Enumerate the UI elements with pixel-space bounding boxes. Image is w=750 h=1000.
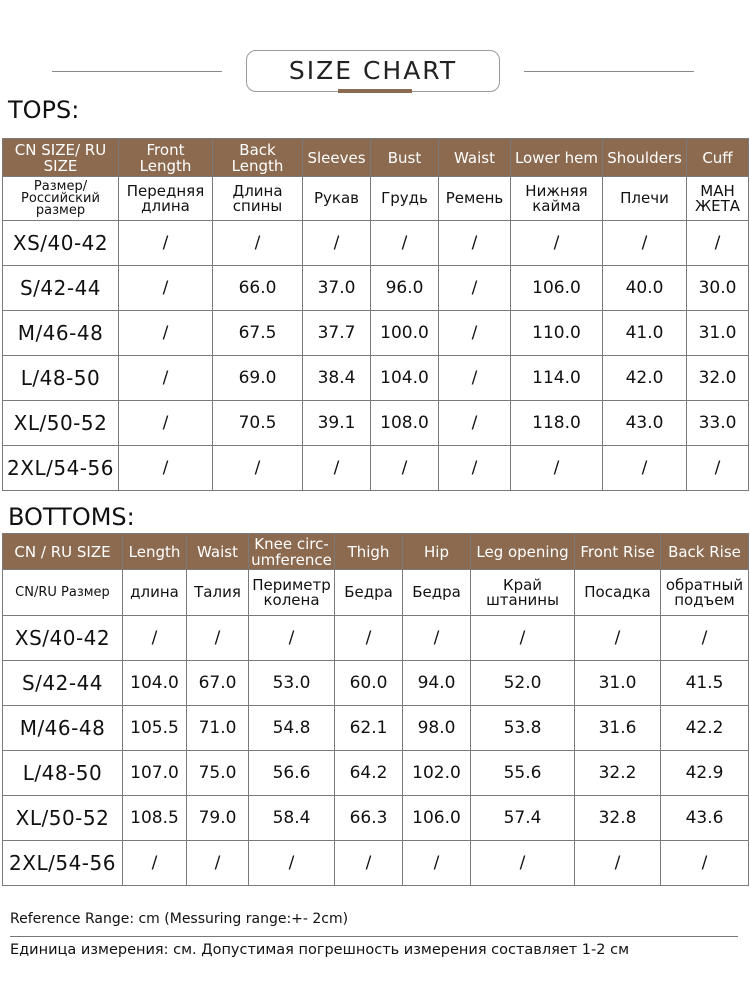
measurement-cell: 32.2	[575, 751, 661, 796]
bottoms-header-row	[3, 534, 749, 570]
table-row	[3, 311, 749, 356]
measurement-cell: 53.8	[471, 706, 575, 751]
measurement-cell: /	[119, 311, 213, 356]
measurement-cell: 102.0	[403, 751, 471, 796]
measurement-cell: /	[123, 841, 187, 886]
table-row	[3, 446, 749, 491]
bottoms-russian-label: Бедра	[403, 570, 471, 616]
bottoms-column-header: Leg opening	[471, 534, 575, 570]
tops-column-header: Lower hem	[511, 139, 603, 177]
measurement-cell: 105.5	[123, 706, 187, 751]
measurement-cell: /	[575, 616, 661, 661]
tops-column-header: Back Length	[213, 139, 303, 177]
measurement-cell: /	[603, 221, 687, 266]
measurement-cell: /	[335, 616, 403, 661]
measurement-cell: /	[119, 356, 213, 401]
tops-column-header: CN SIZE/ RU SIZE	[3, 139, 119, 177]
measurement-cell: /	[119, 401, 213, 446]
measurement-cell: /	[187, 616, 249, 661]
measurement-cell: 71.0	[187, 706, 249, 751]
tops-column-header: Waist	[439, 139, 511, 177]
tops-section-label: TOPS:	[8, 96, 80, 124]
tops-russian-label: Грудь	[371, 177, 439, 221]
measurement-cell: 39.1	[303, 401, 371, 446]
size-label-cell: M/46-48	[3, 706, 123, 751]
measurement-cell: /	[661, 616, 749, 661]
measurement-cell: 43.6	[661, 796, 749, 841]
tops-column-header: Front Length	[119, 139, 213, 177]
table-row	[3, 616, 749, 661]
measurement-cell: /	[439, 401, 511, 446]
measurement-cell: 64.2	[335, 751, 403, 796]
tops-size-table	[2, 138, 749, 491]
tops-russian-label: Плечи	[603, 177, 687, 221]
measurement-cell: 96.0	[371, 266, 439, 311]
size-label-cell: M/46-48	[3, 311, 119, 356]
measurement-cell: /	[119, 266, 213, 311]
tops-russian-label: Ремень	[439, 177, 511, 221]
table-row	[3, 266, 749, 311]
measurement-cell: /	[439, 446, 511, 491]
measurement-cell: /	[687, 221, 749, 266]
tops-column-header: Cuff	[687, 139, 749, 177]
bottoms-russian-label: Талия	[187, 570, 249, 616]
measurement-cell: /	[213, 446, 303, 491]
measurement-cell: 79.0	[187, 796, 249, 841]
measurement-cell: /	[575, 841, 661, 886]
measurement-cell: /	[687, 446, 749, 491]
tops-column-header: Sleeves	[303, 139, 371, 177]
measurement-cell: 56.6	[249, 751, 335, 796]
measurement-cell: 104.0	[123, 661, 187, 706]
measurement-cell: /	[403, 616, 471, 661]
measurement-cell: /	[213, 221, 303, 266]
measurement-cell: 40.0	[603, 266, 687, 311]
reference-range-note: Reference Range: cm (Messuring range:+- 2cm)	[10, 911, 349, 927]
measurement-cell: /	[187, 841, 249, 886]
tops-russian-label: МАН ЖЕТА	[687, 177, 749, 221]
title-accent-bar	[338, 89, 412, 93]
size-label-cell: XL/50-52	[3, 401, 119, 446]
measurement-cell: 31.0	[575, 661, 661, 706]
measurement-cell: /	[439, 266, 511, 311]
bottoms-russian-label: Периметр колена	[249, 570, 335, 616]
table-row	[3, 221, 749, 266]
measurement-cell: /	[303, 221, 371, 266]
measurement-cell: 118.0	[511, 401, 603, 446]
measurement-cell: 60.0	[335, 661, 403, 706]
size-label-cell: S/42-44	[3, 661, 123, 706]
measurement-cell: 106.0	[511, 266, 603, 311]
measurement-cell: 107.0	[123, 751, 187, 796]
tops-russian-label: Длина спины	[213, 177, 303, 221]
footer-divider	[10, 936, 738, 937]
tops-russian-label: Рукав	[303, 177, 371, 221]
size-label-cell: L/48-50	[3, 751, 123, 796]
measurement-cell: 100.0	[371, 311, 439, 356]
measurement-cell: 37.0	[303, 266, 371, 311]
bottoms-russian-label: CN/RU Размер	[3, 570, 123, 616]
measurement-cell: 53.0	[249, 661, 335, 706]
measurement-cell: 66.3	[335, 796, 403, 841]
measurement-cell: 42.2	[661, 706, 749, 751]
bottoms-column-header: Knee circ- umference	[249, 534, 335, 570]
measurement-cell: /	[403, 841, 471, 886]
table-row	[3, 706, 749, 751]
measurement-cell: 43.0	[603, 401, 687, 446]
measurement-cell: 67.5	[213, 311, 303, 356]
measurement-cell: /	[439, 356, 511, 401]
bottoms-russian-label: Край штанины	[471, 570, 575, 616]
size-label-cell: XL/50-52	[3, 796, 123, 841]
bottoms-column-header: Back Rise	[661, 534, 749, 570]
table-row	[3, 661, 749, 706]
bottoms-column-header: Length	[123, 534, 187, 570]
measurement-cell: 67.0	[187, 661, 249, 706]
measurement-cell: 42.9	[661, 751, 749, 796]
size-label-cell: L/48-50	[3, 356, 119, 401]
size-label-cell: 2XL/54-56	[3, 446, 119, 491]
table-row	[3, 841, 749, 886]
bottoms-russian-label: длина	[123, 570, 187, 616]
bottoms-column-header: CN / RU SIZE	[3, 534, 123, 570]
tops-russian-label: Размер/ Российский размер	[3, 177, 119, 221]
measurement-cell: 38.4	[303, 356, 371, 401]
measurement-cell: 52.0	[471, 661, 575, 706]
table-row	[3, 356, 749, 401]
measurement-cell: 55.6	[471, 751, 575, 796]
measurement-cell: 30.0	[687, 266, 749, 311]
measurement-cell: /	[471, 841, 575, 886]
measurement-cell: /	[303, 446, 371, 491]
measurement-cell: 69.0	[213, 356, 303, 401]
measurement-cell: /	[335, 841, 403, 886]
size-label-cell: 2XL/54-56	[3, 841, 123, 886]
bottoms-column-header: Front Rise	[575, 534, 661, 570]
measurement-cell: 108.5	[123, 796, 187, 841]
measurement-cell: 32.8	[575, 796, 661, 841]
measurement-cell: 94.0	[403, 661, 471, 706]
measurement-cell: 114.0	[511, 356, 603, 401]
measurement-cell: 66.0	[213, 266, 303, 311]
measurement-cell: 104.0	[371, 356, 439, 401]
page-title: SIZE CHART	[246, 50, 500, 92]
bottoms-russian-label-row	[3, 570, 749, 616]
bottoms-russian-label: Бедра	[335, 570, 403, 616]
measurement-cell: 37.7	[303, 311, 371, 356]
measurement-cell: 106.0	[403, 796, 471, 841]
size-label-cell: S/42-44	[3, 266, 119, 311]
table-row	[3, 401, 749, 446]
measurement-cell: /	[511, 221, 603, 266]
measurement-cell: /	[661, 841, 749, 886]
measurement-cell: /	[471, 616, 575, 661]
table-row	[3, 751, 749, 796]
measurement-cell: 58.4	[249, 796, 335, 841]
measurement-cell: 75.0	[187, 751, 249, 796]
tops-header-row	[3, 139, 749, 177]
title-rule-right	[524, 71, 694, 72]
tops-column-header: Shoulders	[603, 139, 687, 177]
measurement-cell: /	[249, 616, 335, 661]
title-rule-left	[52, 71, 222, 72]
bottoms-column-header: Hip	[403, 534, 471, 570]
measurement-cell: /	[603, 446, 687, 491]
size-label-cell: XS/40-42	[3, 221, 119, 266]
measurement-cell: 62.1	[335, 706, 403, 751]
bottoms-column-header: Waist	[187, 534, 249, 570]
measurement-cell: /	[371, 221, 439, 266]
bottoms-russian-label: Посадка	[575, 570, 661, 616]
measurement-cell: 108.0	[371, 401, 439, 446]
measurement-cell: /	[249, 841, 335, 886]
measurement-cell: /	[371, 446, 439, 491]
tops-russian-label: Передняя длина	[119, 177, 213, 221]
size-label-cell: XS/40-42	[3, 616, 123, 661]
bottoms-size-table	[2, 533, 749, 886]
measurement-cell: /	[511, 446, 603, 491]
tops-russian-label-row	[3, 177, 749, 221]
bottoms-russian-label: обратный подъем	[661, 570, 749, 616]
measurement-cell: /	[119, 221, 213, 266]
measurement-cell: /	[119, 446, 213, 491]
table-row	[3, 796, 749, 841]
measurement-cell: 57.4	[471, 796, 575, 841]
measurement-cell: 33.0	[687, 401, 749, 446]
measurement-cell: 41.0	[603, 311, 687, 356]
measurement-cell: /	[123, 616, 187, 661]
measurement-cell: 32.0	[687, 356, 749, 401]
measurement-cell: /	[439, 221, 511, 266]
measurement-cell: 42.0	[603, 356, 687, 401]
measurement-cell: 41.5	[661, 661, 749, 706]
tops-russian-label: Нижняя кайма	[511, 177, 603, 221]
measurement-cell: 31.6	[575, 706, 661, 751]
measurement-cell: 98.0	[403, 706, 471, 751]
reference-range-note-ru: Единица измерения: см. Допустимая погрешность измерения составляет 1-2 см	[10, 942, 630, 958]
bottoms-column-header: Thigh	[335, 534, 403, 570]
measurement-cell: 54.8	[249, 706, 335, 751]
tops-column-header: Bust	[371, 139, 439, 177]
measurement-cell: 31.0	[687, 311, 749, 356]
measurement-cell: /	[439, 311, 511, 356]
measurement-cell: 110.0	[511, 311, 603, 356]
measurement-cell: 70.5	[213, 401, 303, 446]
bottoms-section-label: BOTTOMS:	[8, 503, 135, 531]
